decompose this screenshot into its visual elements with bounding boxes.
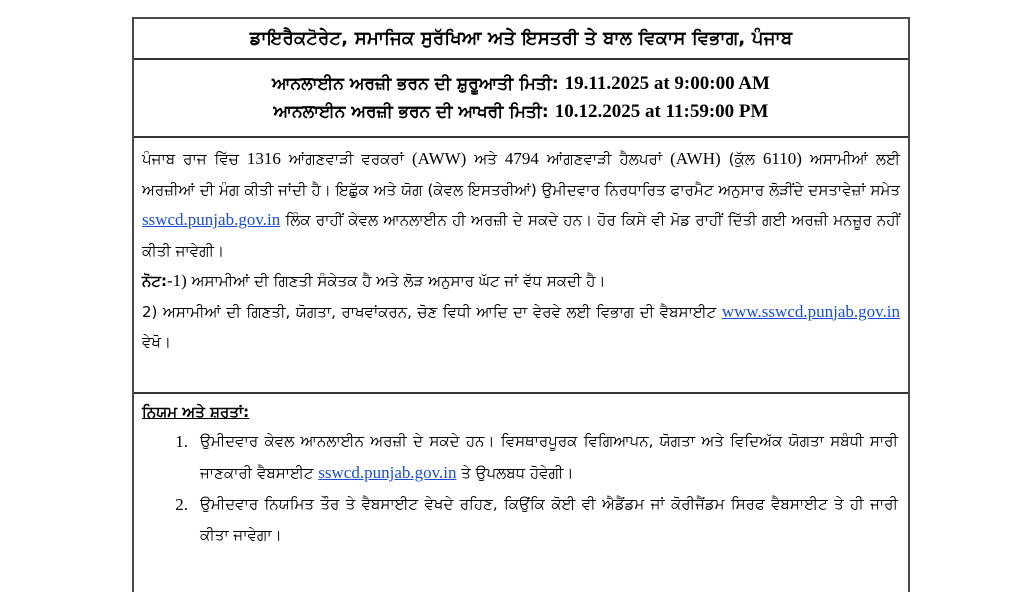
term-item-2 — [142, 489, 900, 551]
body-paragraph — [142, 144, 900, 266]
note-2 — [142, 297, 900, 358]
aww-count: 1316 — [246, 149, 281, 168]
body-row — [134, 138, 908, 394]
body-text-segment: ਅਤੇ — [466, 150, 505, 168]
term-number: 1. — [175, 432, 188, 451]
note-label: ਨੋਟ: — [142, 272, 167, 290]
note-2-end: ਵੇਖੋ। — [142, 333, 172, 351]
title-row — [134, 19, 908, 60]
website-link[interactable]: sswcd.punjab.gov.in — [142, 210, 281, 229]
end-date-line — [274, 101, 769, 123]
term-item-1 — [142, 426, 900, 489]
term-text-segment: ਤੇ ਉਪਲਬਧ ਹੋਵੇਗੀ। — [456, 464, 574, 482]
note-2-text: 2) ਅਸਾਮੀਆਂ ਦੀ ਗਿਣਤੀ, ਯੋਗਤਾ, ਰਾਖਵਾਂਕਰਨ, ਚੋਣ ਵਿਧੀ ਆਦਿ ਦਾ ਵੇਰਵੇ ਲਈ ਵਿਭਾਗ ਦੀ ਵੈਬਸਾਈਟ — [142, 302, 722, 321]
aww-abbr: (AWW) — [412, 149, 467, 168]
body-text-segment: (ਕੁੱਲ — [720, 150, 763, 168]
body-text-segment: ਆਂਗਣਵਾੜੀ ਵਰਕਰਾਂ — [280, 150, 412, 168]
start-date-line — [272, 73, 770, 95]
terms-website-link[interactable]: sswcd.punjab.gov.in — [318, 463, 457, 482]
term-text — [200, 426, 900, 489]
body-text-segment: ਪੰਜਾਬ ਰਾਜ ਵਿੱਚ — [142, 150, 247, 168]
note-1-text: ਅਸਾਮੀਆਂ ਦੀ ਗਿਣਤੀ ਸੰਕੇਤਕ ਹੈ ਅਤੇ ਲੋੜ ਅਨੁਸਾਰ ਘੱਟ ਜਾਂ ਵੱਧ ਸਕਦੀ ਹੈ। — [186, 272, 606, 290]
term-text-segment: ਉਮੀਦਵਾਰ ਕੇਵਲ ਆਨਲਾਈਨ ਅਰਜ਼ੀ ਦੇ ਸਕਦੇ ਹਨ। ਵਿਸਥਾਰਪੂਰਕ ਵਿਗਿਆਪਨ, ਯੋਗਤਾ ਅਤੇ ਵਿਦਿਅੱਕ ਯੋਗਤਾ ਸਬੰਧੀ ਸਾਰੀ ਜਾਣਕਾਰੀ ਵੈਬਸਾਈਟ — [200, 432, 898, 482]
terms-section — [134, 394, 908, 551]
dates-row — [134, 60, 908, 138]
term-text: ਉਮੀਦਵਾਰ ਨਿਯਮਿਤ ਤੌਰ ਤੇ ਵੈਬਸਾਈਟ ਵੇਖਦੇ ਰਹਿਣ, ਕਿਉਂਕਿ ਕੋਈ ਵੀ ਐਡੈਂਡਮ ਜਾਂ ਕੋਰੀਜੈਂਡਮ ਸਿਰਫ ਵੈਬਸਾਈਟ ਤੇ ਹੀ ਜਾਰੀ ਕੀਤਾ ਜਾਵੇਗਾ। — [200, 495, 898, 544]
awh-count: 4794 — [504, 149, 539, 168]
end-date-label: ਆਨਲਾਈਨ ਅਰਜ਼ੀ ਭਰਨ ਦੀ ਆਖਰੀ ਮਿਤੀ: — [273, 102, 549, 122]
terms-heading: ਨਿਯਮ ਅਤੇ ਸ਼ਰਤਾਂ: — [142, 403, 250, 421]
terms-list — [142, 426, 900, 551]
note-1 — [142, 266, 900, 297]
start-date-value: 19.11.2025 at 9:00:00 AM — [564, 73, 770, 94]
department-title: ਡਾਇਰੈਕਟੋਰੇਟ, ਸਮਾਜਿਕ ਸੁਰੱਖਿਆ ਅਤੇ ਇਸਤਰੀ ਤੇ ਬਾਲ ਵਿਕਾਸ ਵਿਭਾਗ, ਪੰਜਾਬ — [249, 28, 793, 49]
body-text-segment: ਆਂਗਣਵਾੜੀ ਹੈਲਪਰਾਂ — [538, 150, 671, 168]
body-text-segment: ਲਿੰਕ ਰਾਹੀਂ ਕੇਵਲ ਆਨਲਾਈਨ ਹੀ ਅਰਜ਼ੀ ਦੇ ਸਕਦੇ ਹਨ। ਹੋਰ ਕਿਸੇ ਵੀ ਮੋਡ ਰਾਹੀਂ ਦਿੱਤੀ ਗਈ ਅਰਜ਼ੀ ਮਨਜ਼ੂਰ ਨਹੀਂ ਕੀਤੀ ਜਾਵੇਗੀ। — [142, 211, 900, 260]
start-date-label: ਆਨਲਾਈਨ ਅਰਜ਼ੀ ਭਰਨ ਦੀ ਸ਼ੁਰੂਆਤੀ ਮਿਤੀ: — [272, 74, 559, 94]
term-number: 2. — [175, 495, 188, 514]
body-text-segment: ਅਸਾਮੀਆਂ ਲਈ ਅਰਜ਼ੀਆਂ ਦੀ ਮੰਗ ਕੀਤੀ ਜਾਂਦੀ ਹੈ। ਇਛੁੱਕ ਅਤੇ ਯੋਗ (ਕੇਵਲ ਇਸਤਰੀਆਂ) ਉਮੀਦਵਾਰ ਨਿਰਧਾਰਿਤ ਫਾਰਮੈਟ ਅਨੁਸਾਰ ਲੋੜੀਂਦੇ ਦਸਤਾਵੇਜ਼ਾਂ ਸਮੇਤ — [142, 150, 900, 199]
notice-table — [132, 17, 910, 592]
total-count: 6110) — [762, 149, 802, 168]
awh-abbr: (AWH) — [670, 149, 721, 168]
note-1-number: -1) — [167, 271, 187, 290]
website-link-www[interactable]: www.sswcd.punjab.gov.in — [721, 301, 900, 321]
end-date-value: 10.12.2025 at 11:59:00 PM — [554, 101, 769, 122]
